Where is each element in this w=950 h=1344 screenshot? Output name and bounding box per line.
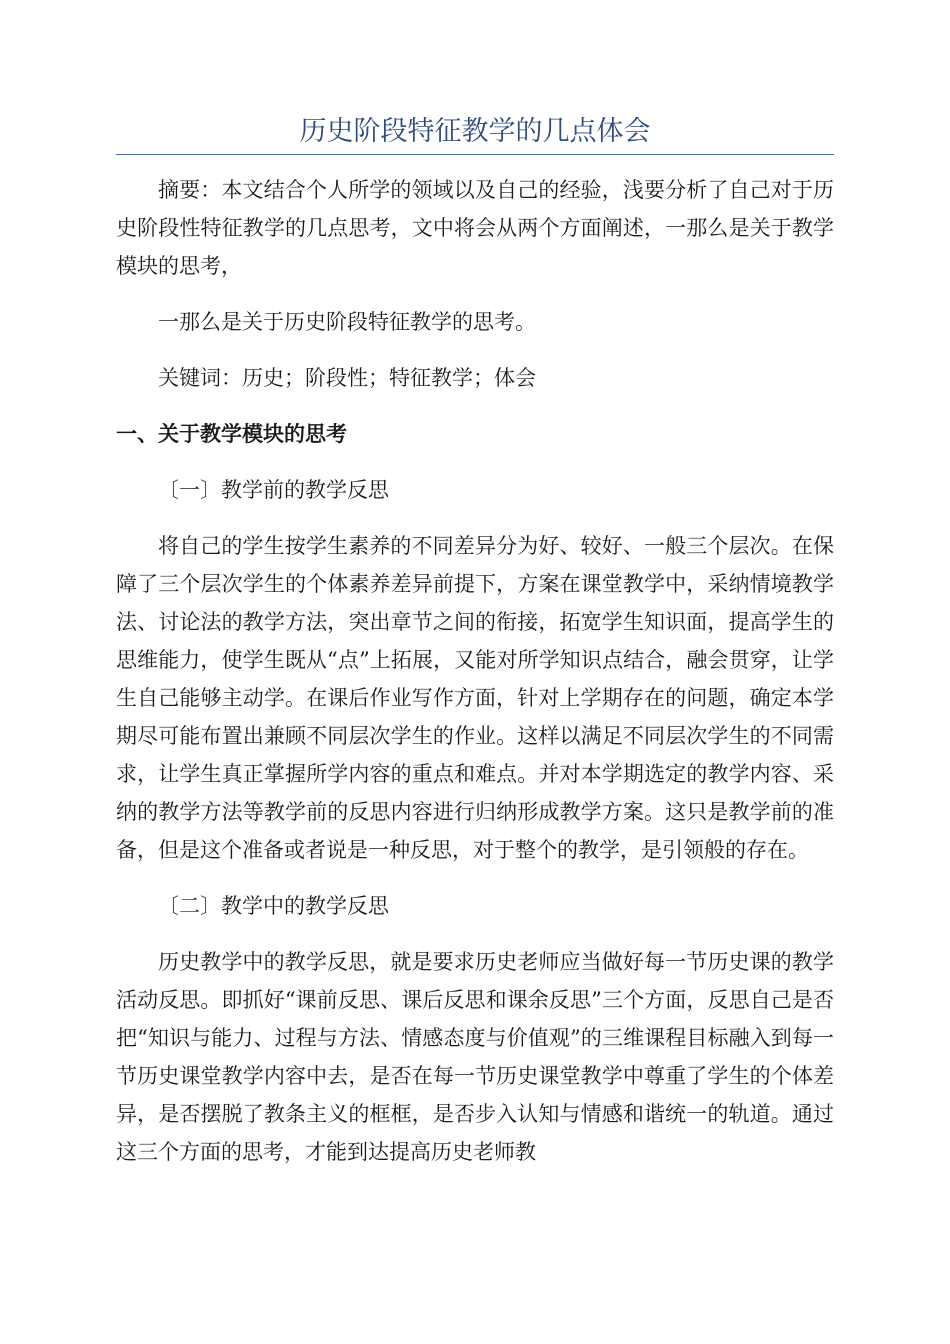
keywords-line: 关键词：历史；阶段性；特征教学；体会 [158, 366, 536, 390]
subsection-heading-1: 〔一〕教学前的教学反思 [158, 478, 389, 502]
document-page [116, 112, 834, 1189]
subsection-body-2: 历史教学中的教学反思，就是要求历史老师应当做好每一节历史课的教学活动反思。即抓好“课前反思、课后反思和课余反思”三个方面，反思自己是否把“知识与能力、过程与方法、情感态度与价值观”的三维课程目标融入到每一节历史课堂教学内容中去，是否在每一节历史课堂教学中尊重了学生的个体差异，是否摆脱了教条主义的框框，是否步入认知与情感和谐统一的轨道。通过这三个方面的思考，才能到达提高历史老师教 [116, 950, 834, 1164]
subsection-body-1: 将自己的学生按学生素养的不同差异分为好、较好、一般三个层次。在保障了三个层次学生的个体素养差异前提下，方案在课堂教学中，采纳情境教学法、讨论法的教学方法，突出章节之间的衔接，拓宽学生知识面，提高学生的思维能力，使学生既从“点”上拓展，又能对所学知识点结合，融会贯穿，让学生自己能够主动学。在课后作业写作方面，针对上学期存在的问题，确定本学期尽可能布置出兼顾不同层次学生的作业。这样以满足不同层次学生的不同需求，让学生真正掌握所学内容的重点和难点。并对本学期选定的教学内容、采纳的教学方法等教学前的反思内容进行归纳形成教学方案。这只是教学前的准备，但是这个准备或者说是一种反思，对于整个的教学，是引领般的存在。 [116, 534, 834, 862]
title-underline [116, 154, 834, 155]
section-heading-1: 一、关于教学模块的思考 [116, 421, 347, 446]
subsection-heading-2: 〔二〕教学中的教学反思 [158, 894, 389, 918]
document-title: 历史阶段特征教学的几点体会 [299, 116, 651, 147]
abstract-continuation: 一那么是关于历史阶段特征教学的思考。 [158, 310, 536, 334]
abstract-paragraph: 摘要：本文结合个人所学的领域以及自己的经验，浅要分析了自己对于历史阶段性特征教学的几点思考，文中将会从两个方面阐述，一那么是关于教学模块的思考， [116, 178, 834, 278]
